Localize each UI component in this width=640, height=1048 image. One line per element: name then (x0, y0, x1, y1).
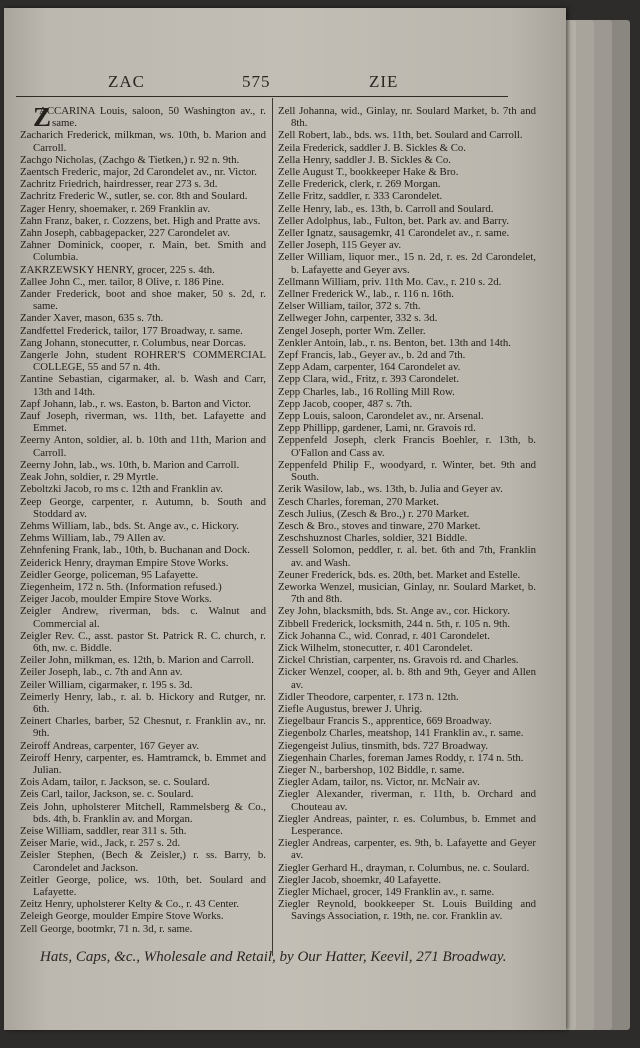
directory-entry: Zeis John, upholsterer Mitchell, Rammelsberg & Co., bds. 4th, b. Franklin av. and Morgan. (20, 800, 266, 825)
directory-entry: Zell Robert, lab., bds. ws. 11th, bet. Soulard and Carroll. (278, 129, 523, 142)
footer-advertisement: Hats, Caps, &c., Wholesale and Retail, by Our Hatter, Keevil, 271 Broadway. (40, 949, 507, 965)
directory-entry: Ziegengeist Julius, tinsmith, bds. 727 Broadway. (278, 739, 489, 752)
directory-entry: Zesch & Bro., stoves and tinware, 270 Market. (278, 519, 481, 532)
directory-entry: Ziefle Augustus, brewer J. Uhrig. (278, 702, 423, 715)
directory-entry: Zick Wilhelm, stonecutter, r. 401 Carondelet. (278, 641, 473, 654)
directory-entry: Zeiderick Henry, drayman Empire Stove Works. (20, 556, 229, 569)
directory-entry: Zeitz Henry, upholsterer Kelty & Co., r. 43 Center. (20, 898, 240, 911)
directory-entry: Zeep George, carpenter, r. Autumn, b. South and Stoddard av. (20, 495, 266, 520)
directory-entry: Ziegler Andreas, painter, r. es. Columbus, b. Emmet and Lesperance. (278, 812, 536, 837)
right-guide-word: ZIE (369, 72, 399, 91)
directory-entry: Zeisler Stephen, (Bech & Zeisler,) r. ss. Barry, b. Carondelet and Jackson. (20, 849, 266, 874)
directory-entry: Zangerle John, student ROHRER'S COMMERCIAL COLLEGE, 55 and 57 n. 4th. (20, 349, 266, 374)
directory-entry: Zepp Adam, carpenter, 164 Carondelet av. (278, 361, 461, 374)
directory-entry: Zepp Louis, saloon, Carondelet av., nr. Arsenal. (278, 410, 484, 423)
directory-entry: Zeinert Charles, barber, 52 Chesnut, r. Franklin av., nr. 9th. (20, 715, 266, 740)
directory-entry: Zeitler George, police, ws. 10th, bet. Soulard and Lafayette. (20, 873, 266, 898)
directory-entry: Zeimerly Henry, lab., r. al. b. Hickory and Rutger, nr. 6th. (20, 690, 266, 715)
directory-entry: Zerik Wasilow, lab., ws. 13th, b. Julia and Geyer av. (278, 483, 503, 496)
directory-entry: Zelle Henry, lab., es. 13th, b. Carroll and Soulard. (278, 202, 494, 215)
directory-entry: Zibbell Frederick, locksmith, 244 n. 5th, r. 105 n. 9th. (278, 617, 511, 630)
directory-entry: Zeila Frederick, saddler J. B. Sickles & Co. (278, 141, 467, 154)
directory-entry: Zehms William, lab., 79 Allen av. (20, 532, 166, 545)
directory-entry: Zehms William, lab., bds. St. Ange av., c. Hickory. (20, 519, 239, 532)
directory-entry: Zeigler Rev. C., asst. pastor St. Patrick R. C. church, r. 6th, nw. c. Biddle. (20, 629, 266, 654)
directory-page (4, 8, 566, 1030)
directory-entry: Zachgo Nicholas, (Zachgo & Tietken,) r. 92 n. 9th. (20, 153, 240, 166)
directory-entry: Ziegler Andreas, carpenter, es. 9th, b. Lafayette and Geyer av. (278, 837, 536, 862)
directory-entry: Zachritz Friedrich, hairdresser, rear 273 s. 3d. (20, 178, 218, 191)
directory-entry: Zepf Francis, lab., Geyer av., b. 2d and 7th. (278, 349, 466, 362)
directory-entry: Zelle August T., bookkeeper Hake & Bro. (278, 166, 459, 179)
directory-entry: Ziegler Michael, grocer, 149 Franklin av., r. same. (278, 886, 495, 898)
directory-entry: Zander Xaver, mason, 635 s. 7th. (20, 312, 164, 325)
directory-entry: Ziegler Gerhard H., drayman, r. Columbus, ne. c. Soulard. (278, 861, 530, 874)
directory-entry: Zaentsch Frederic, major, 2d Carondelet av., nr. Victor. (20, 166, 257, 179)
directory-entry: Zesch Julius, (Zesch & Bro.,) r. 270 Market. (278, 507, 470, 520)
directory-entry: Zeppenfeld Joseph, clerk Francis Boehler, r. 13th, b. O'Fallon and Cass av. (278, 434, 536, 459)
directory-entry: Zeise William, saddler, rear 311 s. 5th. (20, 824, 187, 837)
directory-entry: Ziegenbolz Charles, meatshop, 141 Franklin av., r. same. (278, 727, 524, 740)
left-guide-word: ZAC (108, 72, 145, 91)
directory-entry: Zeleigh George, moulder Empire Stove Works. (20, 910, 224, 923)
directory-entry: ZACCARINA Louis, saloon, 50 Washington av., r. same. (33, 102, 266, 132)
directory-entry: Zeworka Wenzel, musician, Ginlay, nr. Soulard Market, b. 7th and 8th. (278, 580, 536, 606)
directory-entry: Zey John, blacksmith, bds. St. Ange av., cor. Hickory. (278, 605, 510, 618)
left-column (20, 102, 266, 935)
directory-entry: Zallee John C., mer. tailor, 8 Olive, r. 186 Pine. (20, 275, 225, 288)
directory-entry: Zander Frederick, boot and shoe maker, 50 s. 2d, r. same. (20, 288, 266, 313)
directory-entry: Ziegler Alexander, riverman, r. 11th, b. Orchard and Chouteau av. (278, 788, 536, 813)
directory-entry: ZAKRZEWSKY HENRY, grocer, 225 s. 4th. (20, 263, 215, 276)
directory-entry: Zeiger Jacob, moulder Empire Stove Works. (20, 593, 212, 606)
directory-entry: Zantine Sebastian, cigarmaker, al. b. Wash and Carr, 13th and 14th. (20, 373, 266, 398)
directory-entry: Zeller Ignatz, sausagemkr, 41 Carondelet av., r. same. (278, 227, 510, 240)
directory-entry: Zeiroff Henry, carpenter, es. Hamtramck, b. Emmet and Julian. (20, 751, 266, 776)
directory-entry: Zeller Adolphus, lab., Fulton, bet. Park av. and Barry. (278, 214, 509, 227)
directory-entry: Zeerny Anton, soldier, al. b. 10th and 11th, Marion and Carroll. (20, 434, 266, 459)
directory-entry: Zell Johanna, wid., Ginlay, nr. Soulard Market, b. 7th and 8th. (278, 105, 536, 130)
directory-entry: Zepp Clara, wid., Fritz, r. 393 Carondelet. (278, 373, 460, 386)
directory-entry: Zick Johanna C., wid. Conrad, r. 401 Carondelet. (278, 629, 490, 642)
directory-entry: Zeller Joseph, 115 Geyer av. (278, 239, 402, 252)
directory-entry: Zeis Carl, tailor, Jackson, se. c. Soulard. (20, 788, 194, 801)
directory-entry: Zepp Jacob, cooper, 487 s. 7th. (278, 397, 413, 410)
directory-entry: Zehnfening Frank, lab., 10th, b. Buchanan and Dock. (20, 544, 250, 557)
directory-entry: Zessell Solomon, peddler, r. al. bet. 6th and 7th, Franklin av. and Wash. (278, 544, 536, 569)
directory-entry: Zelser William, tailor, 372 s. 7th. (278, 300, 421, 313)
directory-entry: Zelle Fritz, saddler, r. 333 Carondelet. (278, 190, 443, 203)
directory-entry: Ziegenheim, 172 n. 5th. (Information refused.) (20, 580, 222, 593)
directory-entry: Ziegenhain Charles, foreman James Roddy, r. 174 n. 5th. (278, 751, 524, 764)
directory-entry: Zidler Theodore, carpenter, r. 173 n. 12th. (278, 690, 459, 703)
directory-entry: Zepp Charles, lab., 16 Rolling Mill Row. (278, 385, 455, 398)
directory-entry: Zeller William, liquor mer., 15 n. 2d, r. es. 2d Carondelet, b. Lafayette and Geyer avs. (278, 251, 536, 276)
directory-entry: Zickel Christian, carpenter, ns. Gravois rd. and Charles. (278, 654, 519, 667)
directory-entry: Zager Henry, shoemaker, r. 269 Franklin av. (20, 202, 211, 215)
directory-entry: Ziegler Jacob, shoemkr, 40 Lafayette. (278, 873, 441, 886)
header-rule (16, 96, 508, 97)
right-column (278, 105, 536, 923)
directory-entry: Zeschshuznost Charles, soldier, 321 Biddle. (278, 532, 468, 545)
directory-entry: Zeiroff Andreas, carpenter, 167 Geyer av. (20, 739, 200, 752)
directory-entry: Zeidler George, policeman, 95 Lafayette. (20, 568, 199, 581)
directory-entry: Zeiler John, milkman, es. 12th, b. Marion and Carroll. (20, 654, 254, 667)
directory-entry: Ziegler Adam, tailor, ns. Victor, nr. McNair av. (278, 776, 480, 789)
directory-entry: Ziegler Reynold, bookkeeper St. Louis Building and Savings Association, r. 19th, ne. cor. Franklin av. (278, 898, 536, 923)
directory-entry: Zeigler Andrew, riverman, bds. c. Walnut and Commercial al. (20, 605, 266, 630)
directory-entry: Zicker Wenzel, cooper, al. b. 8th and 9th, Geyer and Allen av. (278, 666, 536, 691)
directory-entry: Zahn Franz, baker, r. Cozzens, bet. High and Pratte avs. (20, 214, 261, 227)
directory-entry: Zeerny John, lab., ws. 10th, b. Marion and Carroll. (20, 458, 240, 471)
directory-entry: Zeppenfeld Philip F., woodyard, r. Winter, bet. 9th and South. (278, 458, 536, 484)
directory-entry: Zeak John, soldier, r. 29 Myrtle. (20, 471, 159, 484)
directory-entry: Zelle Frederick, clerk, r. 269 Morgan. (278, 178, 441, 191)
directory-entry: Zeboltzki Jacob, ro ms c. 12th and Franklin av. (20, 483, 223, 496)
directory-entry: Zesch Charles, foreman, 270 Market. (278, 495, 439, 508)
directory-entry: Zeiler Joseph, lab., c. 7th and Ann av. (20, 666, 183, 679)
page-number: 575 (242, 72, 271, 91)
directory-entry: Zeiser Marie, wid., Jack, r. 257 s. 2d. (20, 837, 181, 850)
directory-entry: Zauf Joseph, riverman, ws. 11th, bet. Lafayette and Emmet. (20, 410, 266, 435)
directory-entry: Zella Henry, saddler J. B. Sickles & Co. (278, 153, 451, 166)
directory-entry: Zell George, bootmkr, 71 n. 3d, r. same. (20, 922, 193, 935)
directory-entry: Zengel Joseph, porter Wm. Zeller. (278, 324, 426, 337)
directory-entry: Zellmann William, priv. 11th Mo. Cav., r. 210 s. 2d. (278, 275, 502, 288)
directory-entry: Ziegelbaur Francis S., apprentice, 669 Broadway. (278, 715, 492, 728)
directory-entry: Zahn Joseph, cabbagepacker, 227 Carondelet av. (20, 227, 230, 240)
directory-entry: Zahner Dominick, cooper, r. Main, bet. Smith and Columbia. (20, 239, 266, 264)
directory-entry: Zang Johann, stonecutter, r. Columbus, near Dorcas. (20, 336, 246, 349)
directory-entry: Zieger N., barbershop, 102 Biddle, r. same. (278, 763, 465, 776)
column-divider (272, 98, 273, 956)
page-header (4, 72, 566, 98)
directory-entry: Zeuner Frederick, bds. es. 20th, bet. Market and Estelle. (278, 568, 521, 581)
directory-entry: Zepp Phillipp, gardener, Lami, nr. Gravois rd. (278, 422, 476, 435)
directory-entry: Zachritz Frederic W., sutler, se. cor. 8th and Soulard. (20, 190, 248, 203)
directory-entry: Zapf Johann, lab., r. ws. Easton, b. Barton and Victor. (20, 397, 251, 410)
directory-entry: Zacharich Frederick, milkman, ws. 10th, b. Marion and Carroll. (20, 129, 266, 154)
directory-entry: Zeiler William, cigarmaker, r. 195 s. 3d. (20, 678, 193, 691)
directory-entry: Zellweger John, carpenter, 332 s. 3d. (278, 312, 438, 325)
directory-entry: Zellner Frederick W., lab., r. 116 n. 16th. (278, 288, 454, 301)
directory-entry: Zandfettel Frederick, tailor, 177 Broadway, r. same. (20, 324, 243, 337)
directory-entry: Zois Adam, tailor, r. Jackson, se. c. Soulard. (20, 776, 210, 789)
directory-entry: Zenkler Antoin, lab., r. ns. Benton, bet. 13th and 14th. (278, 336, 512, 349)
